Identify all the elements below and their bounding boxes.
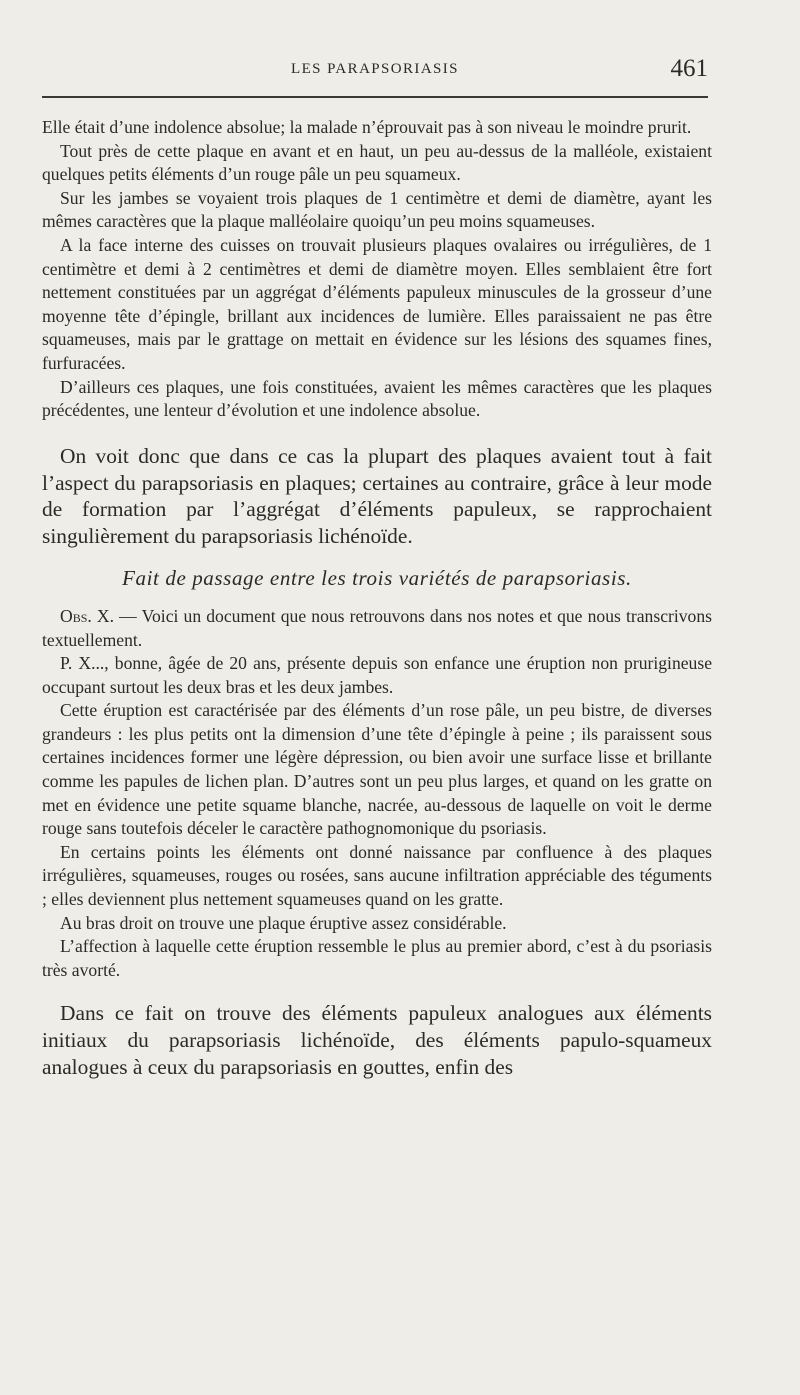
observation-paragraph: Cette éruption est caractérisée par des éléments d’un rose pâle, un peu bistre, de diverses grandeurs : les plus petits ont la dimension d’une tête d’épingle à peine ; ils paraissent sous certaines incidences former une légère dépression, ou bien avoir une surface lisse et brillante comme les papules de lichen plan. D’autres sont un peu plus larges, et quand on les gratte on met en évidence une petite squame blanche, nacrée, au-dessous de laquelle on voit le derme rouge sans toutefois déceler le caractère pathognomonique du psoriasis.	[42, 700, 712, 839]
header-rule	[42, 96, 708, 98]
section-subheading: Fait de passage entre les trois variétés de parapsoriasis.	[122, 565, 632, 590]
case-paragraph: A la face interne des cuisses on trouvait plusieurs plaques ovalaires ou irrégulières, de 1 centimètre et demi à 2 centimètres et demi de diamètre moyen. Elles semblaient être fort nettement constituées par un aggrégat d’éléments papuleux minuscules de la grosseur d’une moyenne tête d’épingle, brillant aux incidences de lumière. Elles paraissaient ne pas être squameuses, mais par le grattage on mettait en évidence sur les lésions des squames fines, furfuracées.	[42, 234, 712, 373]
case-paragraph: Tout près de cette plaque en avant et en haut, un peu au-dessus de la malléole, existaient quelques petits éléments d’un rouge pâle un peu squameux.	[42, 140, 712, 185]
running-title: LES PARAPSORIASIS	[291, 61, 459, 77]
case-paragraph: Sur les jambes se voyaient trois plaques de 1 centimètre et demi de diamètre, ayant les mêmes caractères que la plaque malléolaire quoiqu’un peu moins squameuses.	[42, 187, 712, 232]
observation-intro	[42, 605, 712, 652]
commentary-paragraph: Dans ce fait on trouve des éléments papuleux analogues aux éléments initiaux du parapsoriasis lichénoïde, des éléments papulo-squameux analogues à ceux du parapsoriasis en gouttes, enfin des	[42, 1001, 712, 1079]
page-number: 461	[670, 55, 708, 82]
running-header	[42, 55, 708, 89]
commentary-paragraph: On voit donc que dans ce cas la plupart des plaques avaient tout à fait l’aspect du parapsoriasis en plaques; certaines au contraire, grâce à leur mode de formation par l’aggrégat d’éléments papuleux, se rapprochaient singulièrement du parapsoriasis lichénoïde.	[42, 443, 712, 549]
observation-paragraph: L’affection à laquelle cette éruption ressemble le plus au premier abord, c’est à du psoriasis très avorté.	[42, 936, 712, 980]
observation-label: Obs. X.	[60, 605, 115, 626]
observation-paragraph: Au bras droit on trouve une plaque éruptive assez considérable.	[60, 912, 507, 933]
body-text	[42, 116, 712, 1081]
case-paragraph: D’ailleurs ces plaques, une fois constituées, avaient les mêmes caractères que les plaques précédentes, une lenteur d’évolution et une indolence absolue.	[42, 376, 712, 421]
observation-intro-text: — Voici un document que nous retrouvons dans nos notes et que nous transcrivons textuellement.	[42, 605, 712, 650]
observation-paragraph: En certains points les éléments ont donné naissance par confluence à des plaques irrégulières, squameuses, rouges ou rosées, sans aucune infiltration appréciable des téguments ; elles deviennent plus nettement squameuses quand on les gratte.	[42, 841, 712, 910]
observation-paragraph: P. X..., bonne, âgée de 20 ans, présente depuis son enfance une éruption non prurigineuse occupant surtout les deux bras et les deux jambes.	[42, 653, 712, 697]
case-paragraph: Elle était d’une indolence absolue; la malade n’éprouvait pas à son niveau le moindre prurit.	[42, 117, 692, 137]
